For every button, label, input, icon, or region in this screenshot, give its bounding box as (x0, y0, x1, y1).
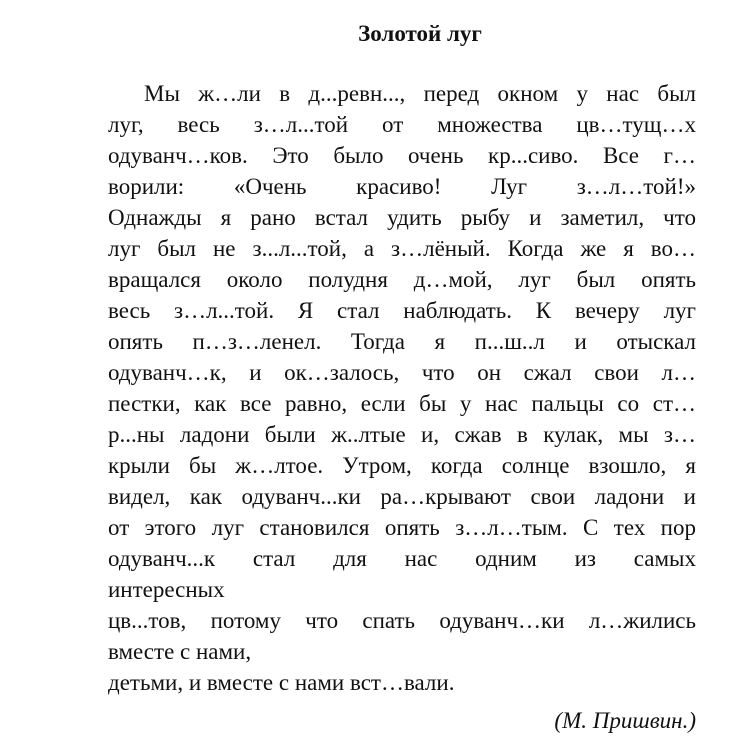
text-line: опять п…з…ленел. Тогда я п...ш..л и отыскал (108, 329, 696, 354)
text-line: весь з…л...той. Я стал наблюдать. К вечеру луг (108, 298, 696, 323)
author-attribution: (М. Пришвин.) (554, 708, 696, 733)
text-line: интересных (108, 577, 225, 602)
text-line: крыли бы ж…лтое. Утром, когда солнце взошло, я (108, 453, 696, 478)
text-line: ворили: «Очень красиво! Луг з…л…той!» (108, 174, 696, 199)
text-line: р...ны ладони были ж..лтые и, сжав в кулак, мы з… (108, 422, 696, 447)
text-line: вместе с нами, (108, 639, 252, 664)
text-line: видел, как одуванч...ки ра…крывают свои ладони и (108, 484, 696, 509)
text-line: Мы ж…ли в д...ревн..., перед окном у нас был (144, 81, 696, 106)
text-line: цв...тов, потому что спать одуванч…ки л…жились (108, 608, 696, 633)
text-line: одуванч...к стал для нас одним из самых (108, 546, 696, 571)
text-line: Однажды я рано встал удить рыбу и заметил, что (108, 205, 696, 230)
text-line: одуванч…ков. Это было очень кр...сиво. Все г… (108, 143, 696, 168)
text-line: вращался около полудня д…мой, луг был опять (108, 267, 696, 292)
text-line: пестки, как все равно, если бы у нас пальцы со ст… (108, 391, 696, 416)
text-line: от этого луг становился опять з…л…тым. С тех пор (108, 515, 696, 540)
text-line: детьми, и вместе с нами вст…вали. (108, 670, 455, 695)
text-line: луг, весь з…л...той от множества цв…тущ…х (108, 112, 696, 137)
document-title: Золотой луг (358, 21, 482, 46)
text-line: одуванч…к, и ок…залось, что он сжал свои л… (108, 360, 696, 385)
text-line: луг был не з...л...той, а з…лёный. Когда же я во… (108, 236, 696, 261)
